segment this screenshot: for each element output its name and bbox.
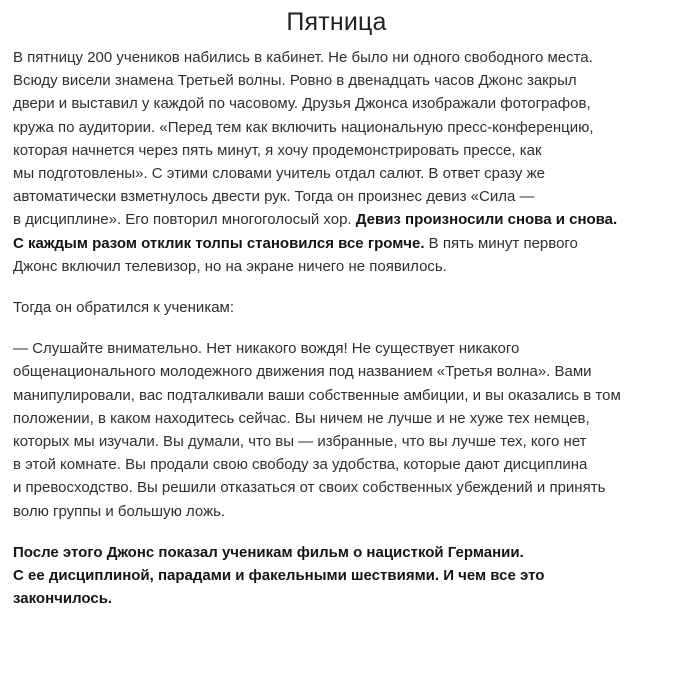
text-line: В пятницу 200 учеников набились в кабинет. Не было ни одного свободного места. (13, 49, 593, 66)
text-line: двери и выставил у каждой по часовому. Друзья Джонса изображали фотографов, (13, 95, 591, 113)
text-line: которая начнется через пять минут, я хочу продемонстрировать прессе, как (13, 141, 542, 159)
text-line: манипулировали, вас подталкивали ваши собственные амбиции, и вы оказались в том (13, 386, 621, 404)
text-line: Всюду висели знамена Третьей волны. Ровно в двенадцать часов Джонс закрыл (13, 72, 577, 90)
text-line: кружа по аудитории. «Перед тем как включить национальную пресс-конференцию, (13, 118, 594, 136)
text-line: которых мы изучали. Вы думали, что вы — избранные, что вы лучше тех, кого нет (13, 433, 587, 451)
text-line: общенационального молодежного движения под названием «Третья волна». Вами (13, 363, 592, 381)
page-title: Пятница (286, 8, 387, 36)
text-line: волю группы и большую ложь. (13, 502, 226, 520)
text-line: С ее дисциплиной, парадами и факельными шествиями. И чем все это (13, 567, 545, 585)
document-body (0, 46, 673, 610)
text-line: автоматически взметнулось двести рук. Тогда он произнес девиз «Сила — (13, 188, 535, 206)
paragraph (13, 337, 659, 523)
text-line (13, 208, 659, 231)
emphasis-text: Девиз произносили снова и снова. (355, 211, 618, 229)
body-text-run: В пять минут первого (424, 234, 578, 252)
text-line: Джонс включил телевизор, но на экране ничего не появилось. (13, 257, 447, 275)
paragraph (13, 46, 659, 278)
text-line: закончилось. (13, 590, 113, 608)
text-line: мы подготовлены». С этими словами учитель отдал салют. В ответ сразу же (13, 165, 545, 183)
emphasis-text: С каждым разом отклик толпы становился все громче. (13, 234, 425, 252)
body-text-run: в дисциплине». Его повторил многоголосый хор. (13, 211, 356, 229)
text-line: и превосходство. Вы решили отказаться от своих собственных убеждений и принять (13, 479, 606, 497)
text-line: — Слушайте внимательно. Нет никакого вождя! Не существует никакого (13, 340, 520, 358)
paragraph (13, 296, 659, 319)
text-line: положении, в каком находитесь сейчас. Вы ничем не лучше и не хуже тех немцев, (13, 409, 590, 427)
text-line: в этой комнате. Вы продали свою свободу за удобства, которые дают дисциплина (13, 456, 588, 474)
paragraph (13, 541, 659, 611)
text-line: После этого Джонс показал ученикам фильм о нацисткой Германии. (13, 543, 524, 561)
text-line: Тогда он обратился к ученикам: (13, 299, 235, 317)
text-line (13, 232, 659, 255)
